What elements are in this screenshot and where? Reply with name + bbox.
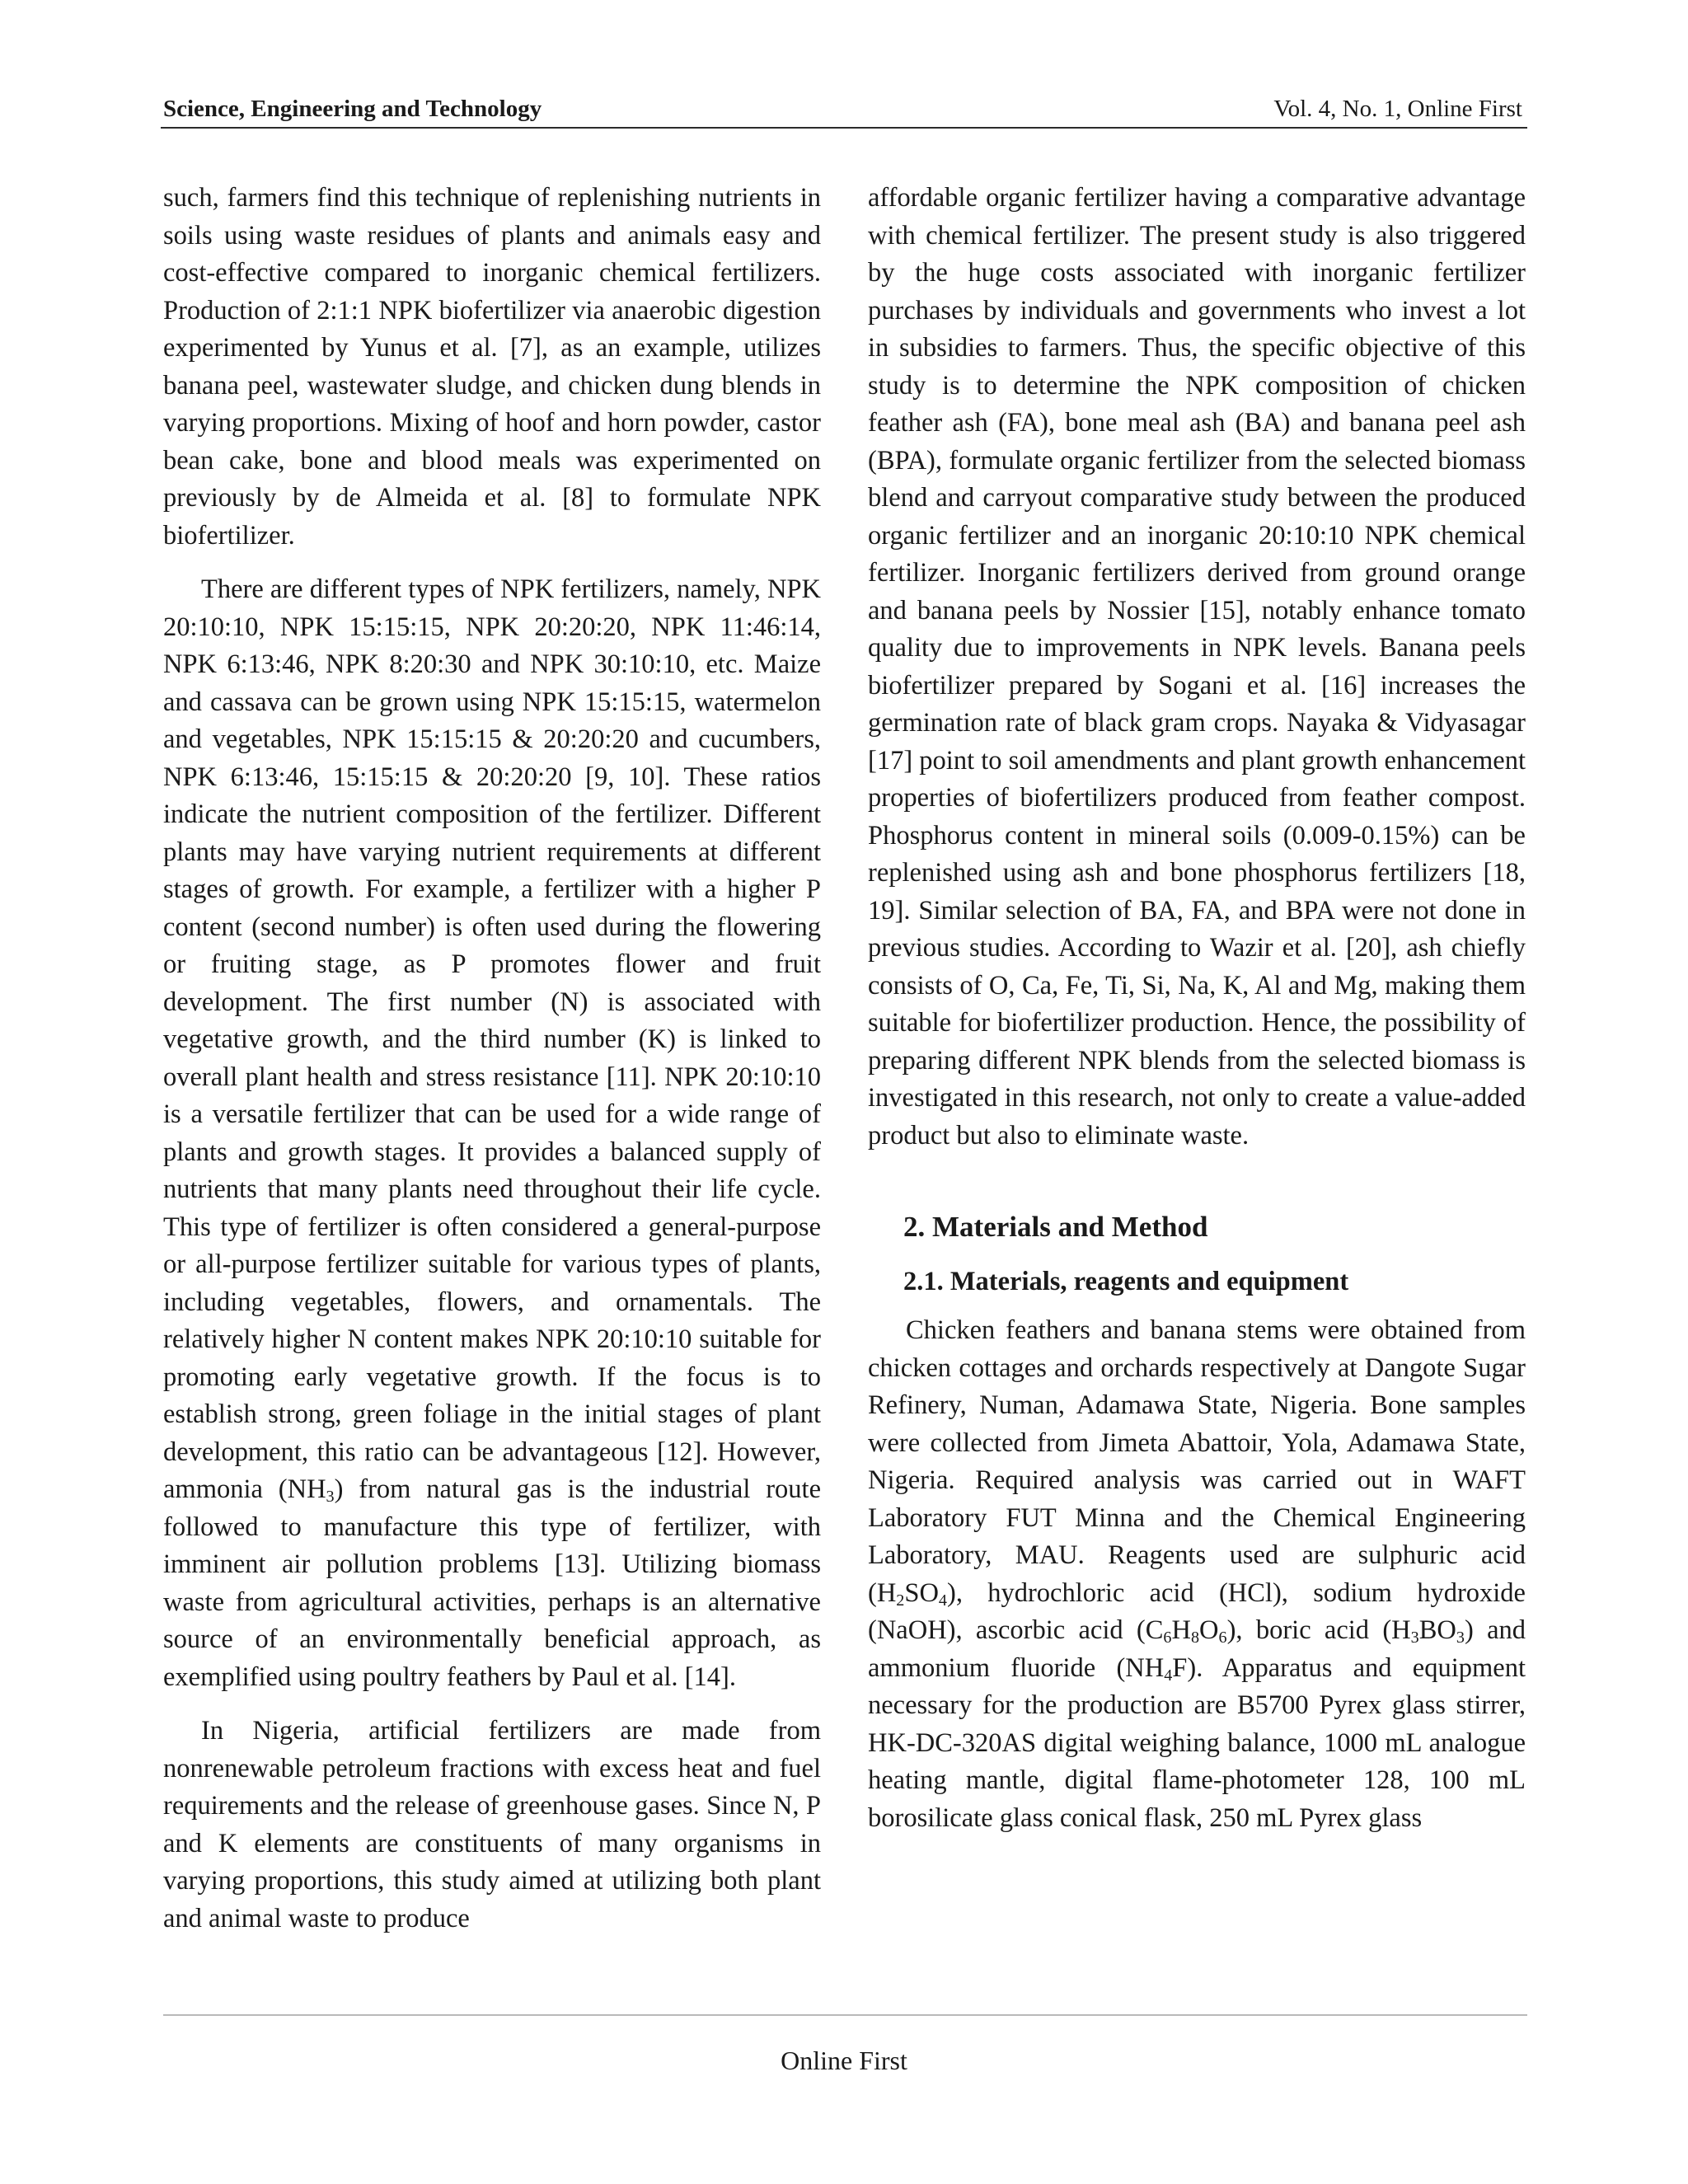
paragraph-text: BO: [1418, 1615, 1456, 1645]
footer-text: Online First: [781, 2046, 907, 2075]
paragraph-text: ), boric acid (H: [1226, 1615, 1411, 1645]
paragraph-text: ), hydrochloric acid (HCl), sodium hydroxide (NaOH), ascorbic acid (C: [868, 1577, 1526, 1645]
subsection-heading: 2.1. Materials, reagents and equipment: [903, 1267, 1349, 1296]
right-column: [868, 180, 1526, 1854]
subscript: 6: [1163, 1629, 1172, 1647]
paragraph-text: O: [1199, 1615, 1219, 1645]
left-column: [163, 180, 821, 1954]
subscript: 2: [896, 1591, 905, 1610]
paragraph: such, farmers find this technique of replenishing nutrients in soils using waste residues of plants and animals easy and cost-effective compared to inorganic chemical fertilizers. Production of 2:1:1 NPK biofertilizer via anaerobic digestion experimented by Yunus et al. [7], as an example, utilizes banana peel, wastewater sludge, and chicken dung blends in varying proportions. Mixing of hoof and horn powder, castor bean cake, bone and blood meals was experimented on previously by de Almeida et al. [8] to formulate NPK biofertilizer.: [163, 183, 821, 551]
paragraph-text: Chicken feathers and banana stems were obtained from chicken cottages and orchards respectively at Dangote Sugar Refinery, Numan, Adamawa State, Nigeria. Bone samples were collected from Jimeta Abattoir, Yola, Adamawa State, Nigeria. Required analysis was carried out in WAFT Laboratory FUT Minna and the Chemical Engineering Laboratory, MAU. Reagents used are sulphuric acid (H: [868, 1315, 1526, 1608]
volume-info: Vol. 4, No. 1, Online First: [1273, 96, 1522, 122]
paragraph-text: SO: [904, 1577, 939, 1608]
paragraph: affordable organic fertilizer having a comparative advantage with chemical fertilizer. The present study is also triggered by the huge costs associated with inorganic fertilizer purchases by individuals and governments who invest a lot in subsidies to farmers. Thus, the specific objective of this study is to determine the NPK composition of chicken feather ash (FA), bone meal ash (BA) and banana peel ash (BPA), formulate organic fertilizer from the selected biomass blend and carryout comparative study between the produced organic fertilizer and an inorganic 20:10:10 NPK chemical fertilizer. Inorganic fertilizers derived from ground orange and banana peels by Nossier [15], notably enhance tomato quality due to improvements in NPK levels. Banana peels biofertilizer prepared by Sogani et al. [16] increases the germination rate of black gram crops. Nayaka & Vidyasagar [17] point to soil amendments and plant growth enhancement properties of biofertilizers produced from feather compost. Phosphorus content in mineral soils (0.009-0.15%) can be replenished using ash and bone phosphorus fertilizers [18, 19]. Similar selection of BA, FA, and BPA were not done in previous studies. According to Wazir et al. [20], ash chiefly consists of O, Ca, Fe, Ti, Si, Na, K, Al and Mg, making them suitable for biofertilizer production. Hence, the possibility of preparing different NPK blends from the selected biomass is investigated in this research, not only to create a value-added product but also to eliminate waste.: [868, 183, 1526, 1151]
subscript: 8: [1190, 1629, 1200, 1647]
subscript: 4: [1164, 1666, 1173, 1685]
paragraph: In Nigeria, artificial fertilizers are made from nonrenewable petroleum fractions with excess heat and fuel requirements and the release of greenhouse gases. Since N, P and K elements are constituents of many organisms in varying proportions, this study aimed at utilizing both plant and animal waste to produce: [163, 1716, 821, 1933]
subscript: 6: [1218, 1629, 1227, 1647]
paragraph-text: ) and ammonium fluoride (NH: [868, 1615, 1526, 1683]
running-header: [161, 92, 1527, 129]
paragraph-text: H: [1171, 1615, 1191, 1645]
paragraph-text: ) from natural gas is the industrial route followed to manufacture this type of fertilizer, with imminent air pollution problems [13]. Utilizing biomass waste from agricultural activities, perhaps is an alternative source of an environmentally beneficial approach, as exemplified using poultry feathers by Paul et al. [14].: [163, 1474, 821, 1692]
paragraph: [163, 571, 821, 1696]
subscript: 3: [326, 1488, 335, 1507]
paragraph: [868, 1312, 1526, 1837]
paragraph-text: F). Apparatus and equipment necessary for the production are B5700 Pyrex glass stirrer, HK-DC-320AS digital weighing balance, 1000 mL analogue heating mantle, digital flame-photometer 128, 100 mL borosilicate glass conical flask, 250 mL Pyrex glass: [868, 1652, 1526, 1833]
subscript: 3: [1456, 1629, 1465, 1647]
subscript: 4: [938, 1591, 947, 1610]
footer-divider: [163, 2014, 1527, 2016]
journal-name: Science, Engineering and Technology: [163, 96, 542, 122]
section-heading: 2. Materials and Method: [903, 1211, 1208, 1243]
paragraph-text: There are different types of NPK fertilizers, namely, NPK 20:10:10, NPK 15:15:15, NPK 20:20:20, NPK 11:46:14, NPK 6:13:46, NPK 8:20:30 and NPK 30:10:10, etc. Maize and cassava can be grown using NPK 15:15:15, watermelon and vegetables, NPK 15:15:15 & 20:20:20 and cucumbers, NPK 6:13:46, 15:15:15 & 20:20:20 [9, 10]. These ratios indicate the nutrient composition of the fertilizer. Different plants may have varying nutrient requirements at different stages of growth. For example, a fertilizer with a higher P content (second number) is often used during the flowering or fruiting stage, as P promotes flower and fruit development. The first number (N) is associated with vegetative growth, and the third number (K) is linked to overall plant health and stress resistance [11]. NPK 20:10:10 is a versatile fertilizer that can be used for a wide range of plants and growth stages. It provides a balanced supply of nutrients that many plants need throughout their life cycle. This type of fertilizer is often considered a general-purpose or all-purpose fertilizer suitable for various types of plants, including vegetables, flowers, and ornamentals. The relatively higher N content makes NPK 20:10:10 suitable for promoting early vegetative growth. If the focus is to establish strong, green foliage in the initial stages of plant development, this ratio can be advantageous [12]. However, ammonia (NH: [163, 574, 821, 1504]
subscript: 3: [1410, 1629, 1419, 1647]
